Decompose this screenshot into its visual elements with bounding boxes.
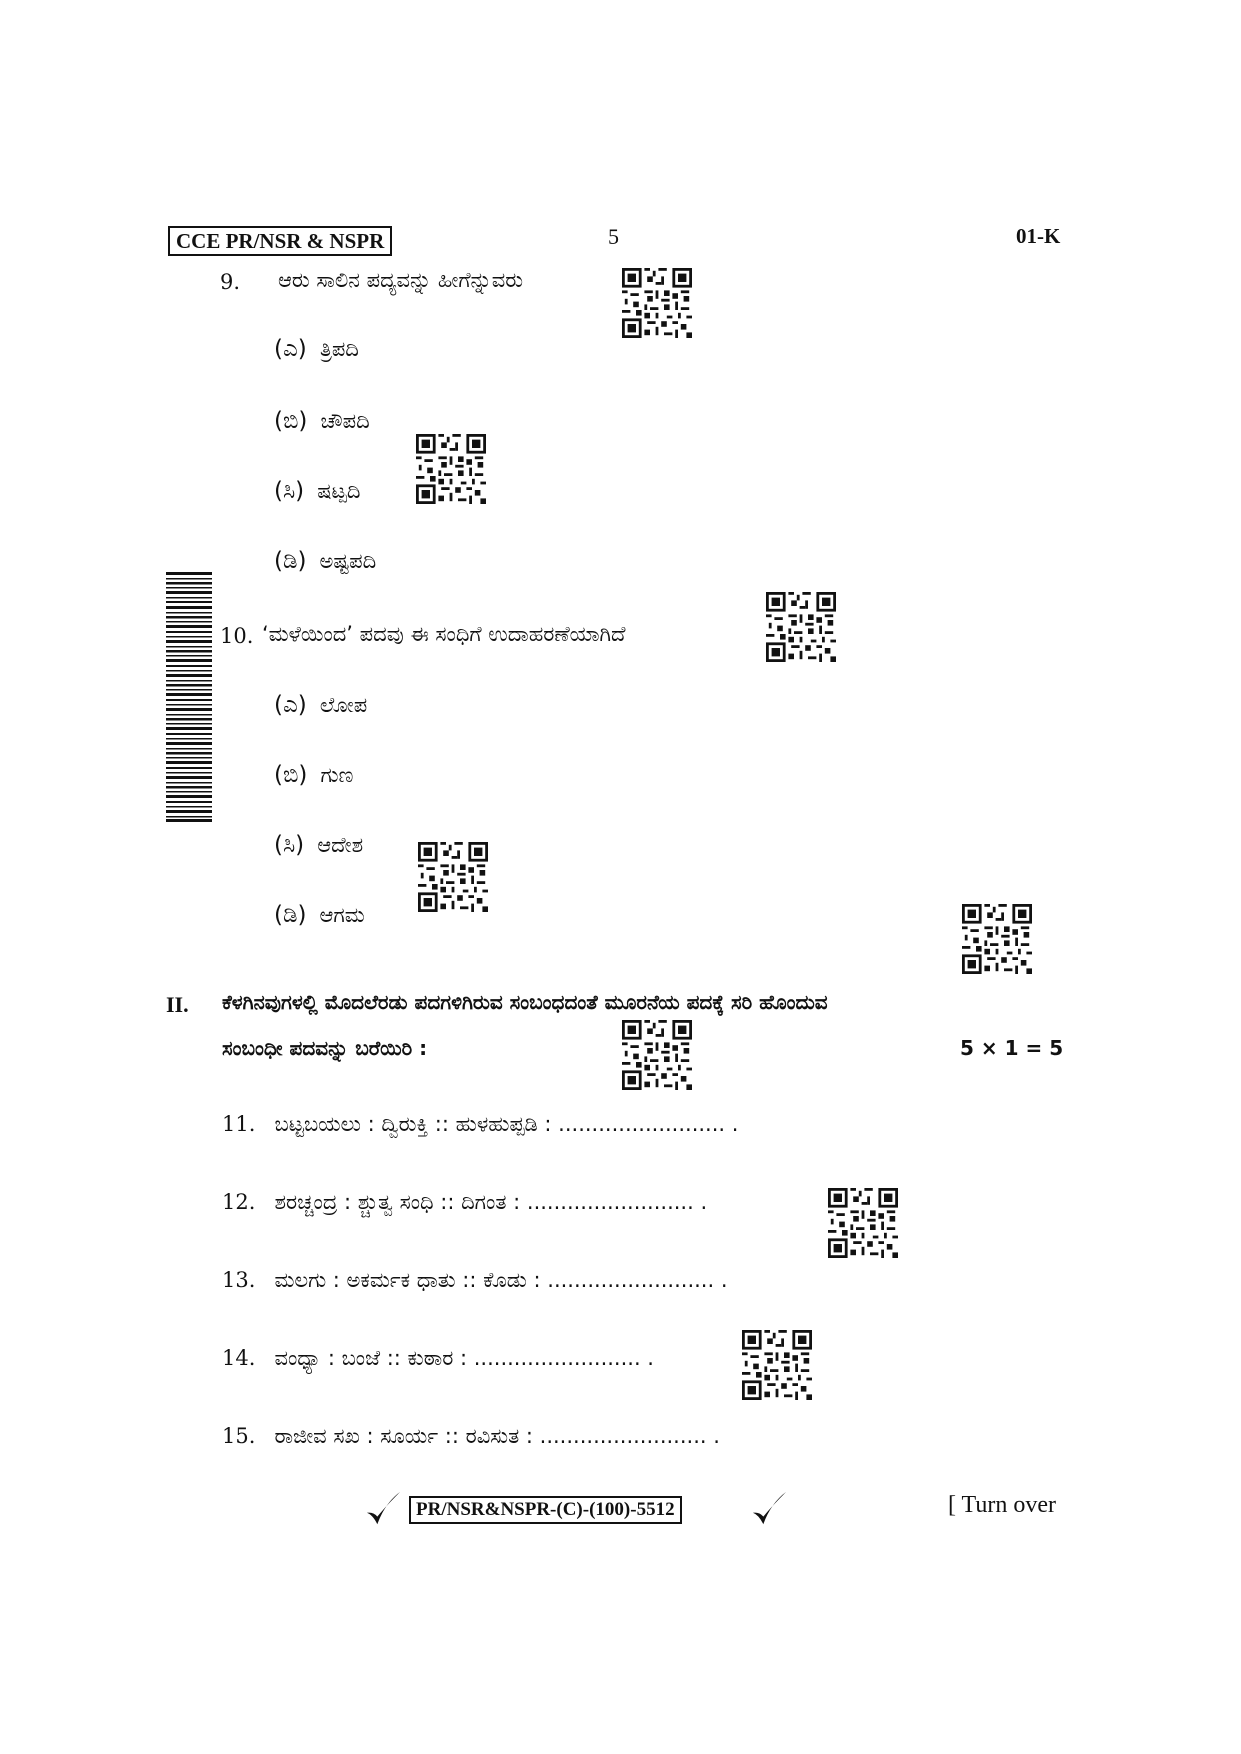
option — [274, 692, 367, 718]
option-text: ಲೋಪ — [319, 693, 368, 717]
item-number: 11. — [222, 1112, 256, 1136]
section-number: II. — [166, 992, 189, 1017]
item-number: 13. — [222, 1268, 256, 1292]
item-text: ಶರಚ್ಚಂದ್ರ : ಶ್ಚುತ್ವ ಸಂಧಿ :: ದಿಗಂತ : ......................... . — [274, 1190, 708, 1214]
option-letter: (ಎ) — [274, 336, 307, 362]
option-letter: (ಎ) — [274, 692, 307, 718]
option-letter: (ಸಿ) — [274, 832, 305, 858]
list-item — [222, 1268, 728, 1293]
option-letter: (ಡಿ) — [274, 902, 307, 928]
item-number: 14. — [222, 1346, 256, 1370]
exam-code: CCE PR/NSR & NSPR — [176, 229, 385, 253]
option-letter: (ಬಿ) — [274, 762, 308, 788]
section-instruction-cont: ಸಂಬಂಧೀ ಪದವನ್ನು ಬರೆಯಿರಿ : — [222, 1036, 428, 1060]
footer-code-box — [409, 1496, 682, 1524]
option-text: ತ್ರಿಪದಿ — [319, 337, 359, 361]
option-letter: (ಡಿ) — [274, 548, 307, 574]
qr-code-icon — [622, 268, 692, 338]
question-text: ‘ಮಳೆಯಿಂದ’ ಪದವು ಈ ಸಂಧಿಗೆ ಉದಾಹರಣೆಯಾಗಿದೆ — [262, 622, 626, 646]
option-text: ಆದೇಶ — [317, 833, 364, 857]
option — [274, 832, 363, 858]
item-number: 15. — [222, 1424, 256, 1448]
question-number: 9. — [220, 270, 241, 294]
paper-code: 01-K — [1016, 224, 1061, 248]
question-text: ಆರು ಸಾಲಿನ ಪದ್ಯವನ್ನು ಹೀಗೆನ್ನುವರು — [278, 268, 524, 292]
option-letter: (ಬಿ) — [274, 408, 308, 434]
option — [274, 902, 365, 928]
option — [274, 478, 360, 504]
list-item — [222, 1190, 707, 1215]
qr-code-icon — [962, 904, 1032, 974]
checkmark-icon — [750, 1490, 788, 1528]
footer-code: PR/NSR&NSPR-(C)-(100)-5512 — [416, 1499, 675, 1520]
question-number: 10. — [220, 624, 254, 648]
option — [274, 762, 353, 788]
option-text: ಆಗಮ — [319, 903, 365, 927]
section-instruction: ಕೆಳಗಿನವುಗಳಲ್ಲಿ ಮೊದಲೆರಡು ಪದಗಳಿಗಿರುವ ಸಂಬಂಧದಂತೆ ಮೂರನೆಯ ಪದಕ್ಕೆ ಸರಿ ಹೊಂದುವ — [222, 990, 828, 1014]
qr-code-icon — [622, 1020, 692, 1090]
barcode-icon — [166, 572, 212, 822]
section-marks: 5 × 1 = 5 — [960, 1036, 1064, 1060]
option-letter: (ಸಿ) — [274, 478, 305, 504]
option-text: ಅಷ್ಟಪದಿ — [319, 549, 377, 573]
option-text: ಗುಣ — [320, 763, 354, 787]
qr-code-icon — [742, 1330, 812, 1400]
option-text: ಷಟ್ಪದಿ — [317, 479, 361, 503]
turn-over-label: [ Turn over — [948, 1492, 1057, 1518]
list-item — [222, 1424, 720, 1449]
option-text: ಚೌಪದಿ — [320, 409, 370, 433]
qr-code-icon — [418, 842, 488, 912]
exam-code-box — [168, 226, 392, 256]
option — [274, 548, 376, 574]
item-text: ವಂಧ್ಯಾ : ಬಂಜೆ :: ಕುಠಾರ : ......................... . — [274, 1346, 654, 1370]
option — [274, 336, 359, 362]
item-number: 12. — [222, 1190, 256, 1214]
qr-code-icon — [766, 592, 836, 662]
item-text: ಬಟ್ಟಬಯಲು : ದ್ವಿರುಕ್ತಿ :: ಹುಳಹುಪ್ಪಡಿ : ......................... . — [274, 1112, 739, 1136]
qr-code-icon — [828, 1188, 898, 1258]
option — [274, 408, 370, 434]
list-item — [222, 1112, 738, 1137]
list-item — [222, 1346, 654, 1371]
page-number: 5 — [608, 224, 619, 249]
item-text: ಮಲಗು : ಅಕರ್ಮಕ ಧಾತು :: ಕೊಡು : ......................... . — [274, 1268, 728, 1292]
item-text: ರಾಜೀವ ಸಖ : ಸೂರ್ಯ :: ರವಿಸುತ : ......................... . — [274, 1424, 720, 1448]
qr-code-icon — [416, 434, 486, 504]
checkmark-icon — [364, 1490, 402, 1528]
